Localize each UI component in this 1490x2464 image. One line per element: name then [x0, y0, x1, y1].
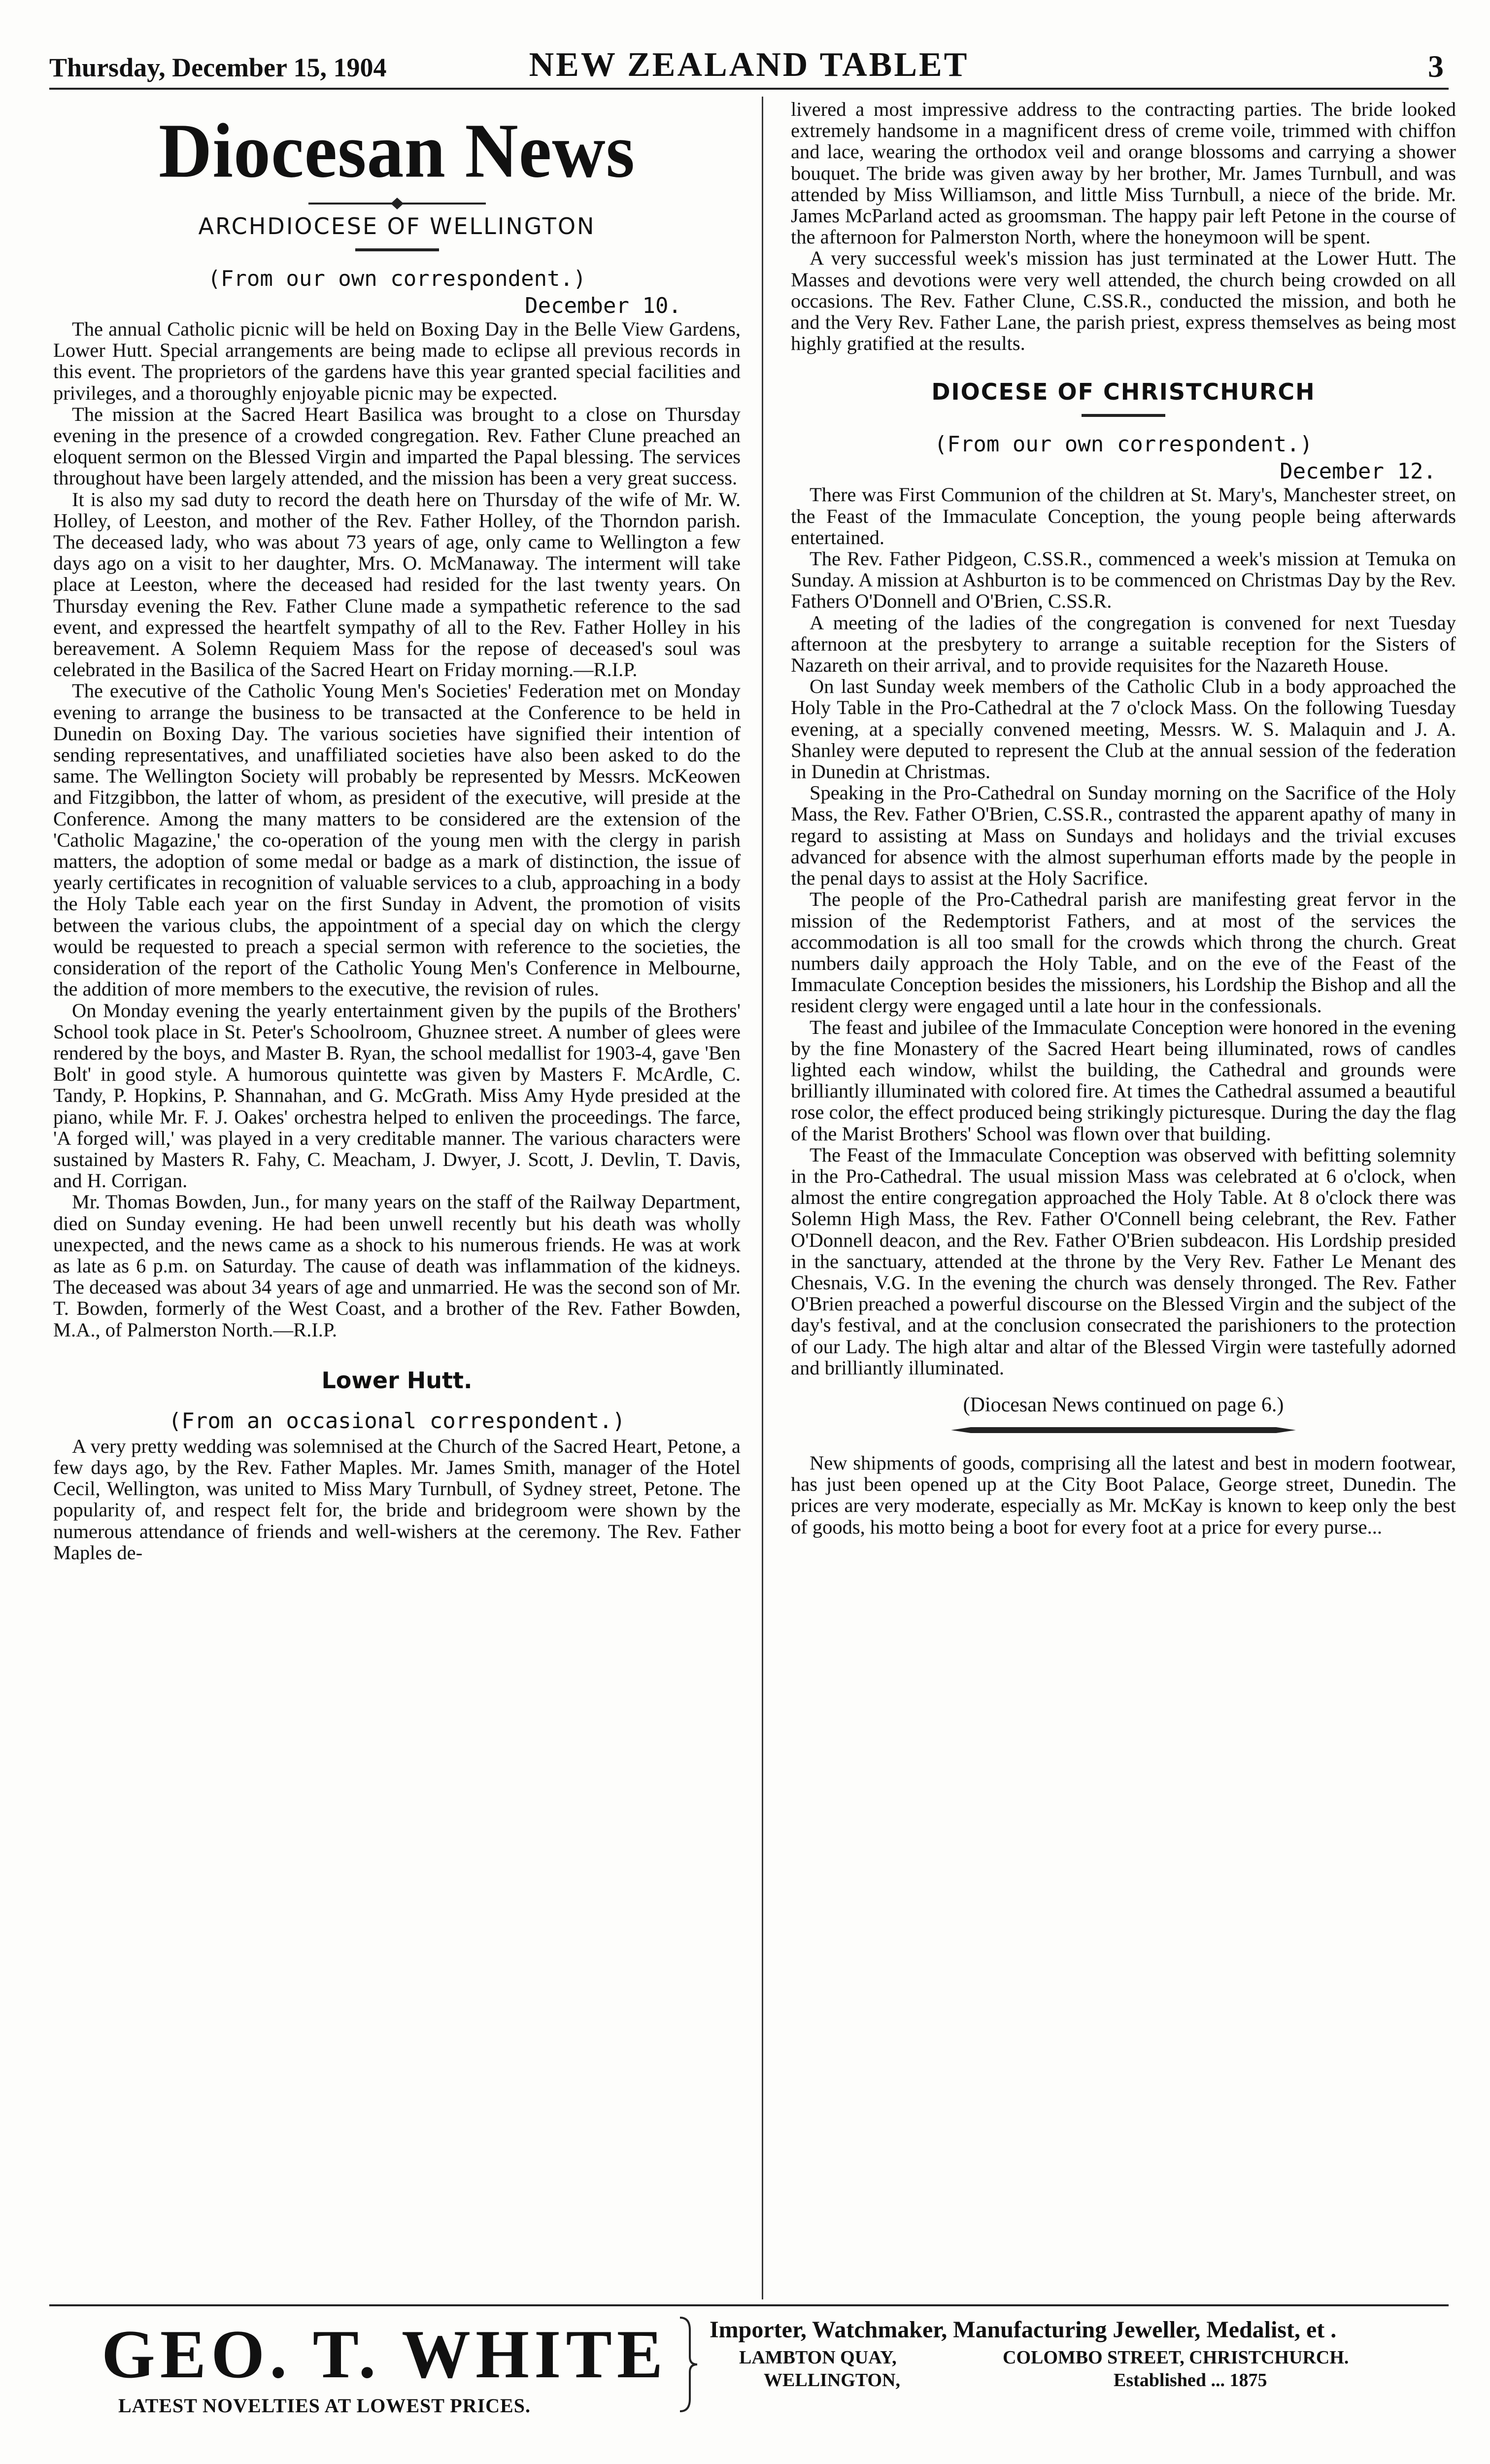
- article-paragraph: livered a most impressive address to the contracting parties. The bride looked extremely handsome in a magnificent dress of creme voile, trimmed with chiffon and lace, wearing the orthodox veil and orange blossoms and carrying a shower bouquet. The bride was given away by her brother, Mr. James Turnbull, and was attended by Miss Williamson, and little Miss Turnbull, a niece of the bride. Mr. James McParland acted as groomsman. The happy pair left Petone in the course of the afternoon for Palmerston North, where the honeymoon will be spent.: [791, 99, 1456, 248]
- article-paragraph: The annual Catholic picnic will be held on Boxing Day in the Belle View Gardens, Lower Hutt. Special arrangements are being made to eclipse all previous records in this event. The proprietors of the gardens have this year granted special facilities and privileges, and a thoroughly enjoyable picnic may be expected.: [53, 318, 741, 404]
- article-paragraph: The Feast of the Immaculate Conception was observed with befitting solemnity in the Pro-Cathedral. The usual mission Mass was celebrated at 6 o'clock, when almost the entire congregation approached the Holy Table. At 8 o'clock there was Solemn High Mass, the Rev. Father O'Connell being celebrant, the Rev. Father O'Donnell deacon, and the Rev. Father O'Brien subdeacon. His Lordship presided in the sanctuary, attended at the throne by the Very Rev. Father Le Menant des Chesnais, V.G. In the evening the church was densely thronged. The Rev. Father O'Brien preached a powerful discourse on the Blessed Virgin and the subject of the day's festival, and at the conclusion consecrated the parishioners to the protection of our Lady. The high altar and altar of the Blessed Virgin were tastefully adorned and brilliantly illuminated.: [791, 1143, 1456, 1379]
- masthead-title: NEW ZEALAND TABLET: [529, 46, 969, 84]
- article-paragraph: Mr. Thomas Bowden, Jun., for many years on the staff of the Railway Department, died on Sunday evening. He had been unwell recently but his death was wholly unexpected, and the news came as a shock to his numerous friends. He was at work as late as 6 p.m. on Saturday. The cause of death was inflammation of the kidneys. The deceased was about 34 years of age and unmarried. He was the second son of Mr. T. Bowden, formerly of the West Coast, and a brother of the Rev. Father Bowden, M.A., of Palmerston North.—R.I.P.: [53, 1191, 741, 1341]
- archdiocese-heading: ARCHDIOCESE OF WELLINGTON: [198, 213, 596, 240]
- advert-address: LAMBTON QUAY,: [739, 2347, 897, 2368]
- advert-rule: [49, 2304, 1449, 2306]
- page-header: [49, 45, 1449, 85]
- advert-slogan: LATEST NOVELTIES AT LOWEST PRICES.: [118, 2395, 531, 2417]
- article-paragraph: Speaking in the Pro-Cathedral on Sunday morning on the Sacrifice of the Holy Mass, the Rev. Father O'Brien, C.SS.R., contrasted the apparent apathy of many in regard to assisting at Mass on Sundays and holidays and the trivial excuses advanced for absence with the almost superhuman efforts made by the people in the penal days to assist at the Holy Sacrifice.: [791, 782, 1456, 890]
- advert-established: Established ... 1875: [1114, 2370, 1267, 2391]
- article-paragraph: There was First Communion of the children at St. Mary's, Manchester street, on the Feast of the Immaculate Conception, the young people being afterwards entertained.: [791, 483, 1456, 548]
- advert-city: WELLINGTON,: [764, 2370, 900, 2391]
- section-title: Diocesan News: [158, 107, 636, 194]
- byline: (From our own correspondent.): [934, 432, 1313, 457]
- lower-hutt-byline: (From an occasional correspondent.): [168, 1408, 626, 1434]
- continued-note: (Diocesan News continued on page 6.): [963, 1393, 1284, 1416]
- article-paragraph: The people of the Pro-Cathedral parish are manifesting great fervor in the mission of the Redemptorist Fathers, and at most of the services the accommodation is all too small for the crowds which throng the church. Great numbers daily approach the Holy Table, and on the eve of the Feast of the Immaculate Conception besides the missioners, his Lordship the Bishop and all the resident clergy were engaged until a late hour in the confessionals.: [791, 888, 1456, 1017]
- article-paragraph: The executive of the Catholic Young Men's Societies' Federation met on Monday evening to arrange the business to be transacted at the Conference to be held in Dunedin on Boxing Day. The various societies have signified their intention of sending representatives, and unaffiliated societies have also been asked to do the same. The Wellington Society will probably be represented by Messrs. McKeowen and Fitzgibbon, the latter of whom, as president of the executive, will preside at the Conference. Among the many matters to be considered are the extension of the 'Catholic Magazine,' the co-operation of the young men with the clergy in parish matters, the adoption of some medal or badge as a mark of distinction, the issue of yearly certificates in recognition of valuable services to a club, approaching in a body the Holy Table each year on the first Sunday in Advent, the promotion of visits between the various clubs, the appointment of a special day on which the clergy would be requested to preach a special sermon with reference to the societies, the consideration of the report of the Catholic Young Men's Conference in Melbourne, the addition of more members to the executive, the revision of rules.: [53, 680, 741, 1000]
- column-divider: [762, 97, 763, 2299]
- advertisement: [49, 2311, 1449, 2439]
- title-ornament: [308, 197, 486, 210]
- advert-address-2: COLOMBO STREET, CHRISTCHURCH.: [1003, 2347, 1349, 2368]
- heading-rule: [1082, 414, 1165, 417]
- article-paragraph: The Rev. Father Pidgeon, C.SS.R., commenced a week's mission at Temuka on Sunday. A mission at Ashburton is to be commenced on Christmas Day by the Rev. Fathers O'Donnell and O'Brien, C.SS.R.: [791, 548, 1456, 613]
- header-rule: [49, 88, 1449, 90]
- article-paragraph: A very pretty wedding was solemnised at the Church of the Sacred Heart, Petone, a few days ago, by the Rev. Father Maples. Mr. James Smith, manager of the Hotel Cecil, Wellington, was united to Miss Mary Turnbull, of Sydney street, Petone. The popularity of, and respect felt for, the bride and bridegroom were shown by the numerous attendance of friends and well-wishers at the ceremony. The Rev. Father Maples de-: [53, 1435, 741, 1564]
- lower-hutt-heading: Lower Hutt.: [321, 1367, 473, 1394]
- advert-name: GEO. T. WHITE: [102, 2316, 668, 2393]
- article-paragraph: New shipments of goods, comprising all the latest and best in modern footwear, has just been opened up at the City Boot Palace, George street, Dunedin. The prices are very moderate, especially as Mr. McKay is known to keep only the best of goods, his motto being a boot for every foot at a price for every purse...: [791, 1451, 1456, 1538]
- left-column: [53, 99, 741, 2277]
- issue-date: Thursday, December 15, 1904: [49, 53, 387, 82]
- article-paragraph: On Monday evening the yearly entertainment given by the pupils of the Brothers' School took place in St. Peter's Schoolroom, Ghuznee street. A number of glees were rendered by the boys, and Master B. Ryan, the school medallist for 1903-4, gave 'Ben Bolt' in good style. A humorous quintette was given by Masters F. McArdle, C. Tandy, P. Hopkins, P. Shannahan, and G. McGrath. Miss Amy Hyde presided at the piano, while Mr. F. J. Oakes' orchestra helped to enliven the proceedings. The farce, 'A forged will,' was played in a very creditable manner. The various characters were sustained by Masters R. Fahy, C. Meacham, J. Dwyer, J. Scott, J. Devlin, T. Davis, and H. Corrigan.: [53, 999, 741, 1192]
- article-paragraph: It is also my sad duty to record the death here on Thursday of the wife of Mr. W. Holley, of Leeston, and mother of the Rev. Father Holley, of the Thorndon parish. The deceased lady, who was about 73 years of age, only came to Wellington a few days ago on a visit to her daughter, Mrs. O. McManaway. The interment will take place at Leeston, where the deceased had resided for the last twenty years. On Thursday evening the Rev. Father Clune made a sympathetic reference to the sad event, and expressed the heartfelt sympathy of all to the Rev. Father Holley in his bereavement. A Solemn Requiem Mass for the repose of deceased's soul was celebrated in the Basilica of the Sacred Heart on Friday morning.—R.I.P.: [53, 488, 741, 681]
- article-paragraph: A meeting of the ladies of the congregation is convened for next Tuesday afternoon at the presbytery to arrange a suitable reception for the Sisters of Nazareth on their arrival, and to provide requisites for the Nazareth House.: [791, 611, 1456, 677]
- section-divider: [951, 1426, 1296, 1435]
- dateline: December 10.: [525, 293, 681, 318]
- dateline: December 12.: [1280, 459, 1436, 484]
- brace-icon: [675, 2315, 700, 2414]
- article-paragraph: The mission at the Sacred Heart Basilica was brought to a close on Thursday evening in the presence of a crowded congregation. Rev. Father Clune preached an eloquent sermon on the Blessed Virgin and imparted the Papal blessing. The services throughout have been largely attended, and the mission has been a very great success.: [53, 403, 741, 489]
- article-paragraph: The feast and jubilee of the Immaculate Conception were honored in the evening by the fine Monastery of the Sacred Heart being illuminated, rows of candles lighted each window, whilst the building, the Cathedral and grounds were brilliantly illuminated with colored fire. At times the Cathedral assumed a beautiful rose color, the effect produced being strikingly picturesque. During the day the flag of the Marist Brothers' School was flown over that building.: [791, 1016, 1456, 1145]
- christchurch-heading: DIOCESE OF CHRISTCHURCH: [931, 378, 1316, 406]
- right-column: [791, 99, 1456, 2277]
- spacer: [791, 354, 1456, 376]
- advert-trade: Importer, Watchmaker, Manufacturing Jeweller, Medalist, et .: [710, 2317, 1337, 2343]
- article-paragraph: On last Sunday week members of the Catholic Club in a body approached the Holy Table in the Pro-Cathedral at the 7 o'clock Mass. On the following Tuesday evening, at a specially convened meeting, Messrs. W. S. Malaquin and J. A. Shanley were deputed to represent the Club at the annual session of the federation in Dunedin at Christmas.: [791, 675, 1456, 783]
- page-number: 3: [1428, 49, 1444, 84]
- byline: (From our own correspondent.): [207, 266, 586, 291]
- heading-rule: [355, 248, 439, 251]
- article-paragraph: A very successful week's mission has just terminated at the Lower Hutt. The Masses and devotions were very well attended, the church being crowded on all occasions. The Rev. Father Clune, C.SS.R., conducted the mission, and both he and the Very Rev. Father Lane, the parish priest, express themselves as being most highly gratified at the results.: [791, 247, 1456, 355]
